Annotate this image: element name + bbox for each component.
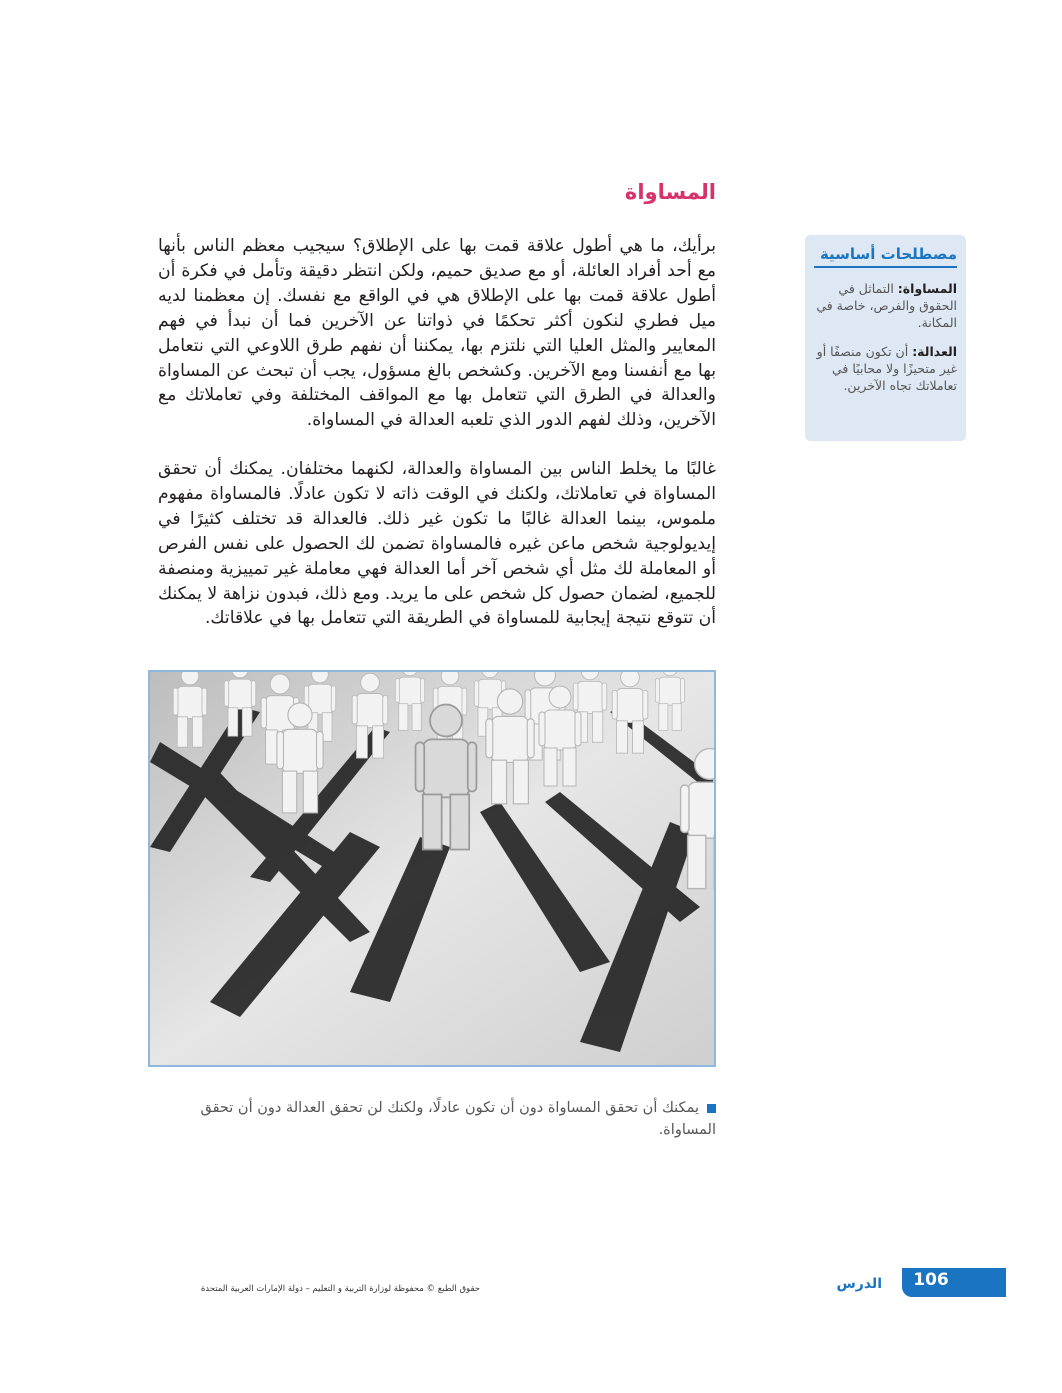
paper-figures-image: [150, 672, 714, 1065]
caption-text: يمكنك أن تحقق المساواة دون أن تكون عادلًا، ولكنك لن تحقق العدالة دون أن تحقق المساواة.: [200, 1100, 716, 1138]
key-terms-title: مصطلحات أساسية: [814, 245, 957, 268]
term-label: العدالة:: [912, 344, 957, 359]
glossary-term-equality: [814, 280, 957, 331]
copyright-notice: حقوق الطبع © محفوظة لوزارة التربية و التعليم – دولة الإمارات العربية المتحدة: [200, 1284, 480, 1294]
page-number: 106: [913, 1270, 949, 1290]
lesson-label: الدرس: [836, 1276, 882, 1292]
figure-caption: [170, 1097, 716, 1141]
term-label: المساواة:: [897, 281, 957, 296]
body-paragraph-2: غالبًا ما يخلط الناس بين المساواة والعدالة، لكنهما مختلفان. يمكنك أن تحقق المساواة في تعاملاتك، ولكنك في الوقت ذاته لا تكون عادلًا. فالمساواة مفهوم ملموس، بينما العدالة غالبًا ما تكون غير ذلك. فالعدالة قد تختلف كثيرًا في إيديولوجية شخص ماعن غيره فالمساواة تضمن لك الحصول على نفس الفرص أو المعاملة لك مثل أي شخص آخر أما العدالة فهي معاملة غير تمييزية ومنصفة للجميع، لضمان حصول كل شخص على ما يريد. ومع ذلك، فبدون نزاهة لا يمكنك أن تتوقع نتيجة إيجابية للمساواة في الطريقة التي تتعامل بها في علاقاتك.: [158, 459, 716, 629]
glossary-term-justice: [814, 343, 957, 394]
key-terms-box: [805, 235, 966, 441]
paper-people-illustration: [148, 670, 716, 1067]
section-title: المساواة: [624, 180, 716, 204]
term-definition: أن تكون منصفًا أو غير متحيزًا ولا محابيًا في تعاملاتك تجاه الآخرين.: [816, 344, 957, 393]
body-paragraph-1: برأيك، ما هي أطول علاقة قمت بها على الإطلاق؟ سيجيب معظم الناس بأنها مع أحد أفراد العائلة، أو مع صديق حميم، ولكن انتظر دقيقة وتأمل في فكرة أن أطول علاقة قمت بها على الإطلاق هي في الواقع مع نفسك. إن معظمنا لديه ميل فطري لنكون أكثر تحكمًا في ذواتنا عن الآخرين فما أن نبدأ في فهم المعايير والمثل العليا التي نلتزم بها، يمكننا أن نفهم طرق اللاوعي التي نتعامل بها مع أنفسنا ومع الآخرين. وكشخص بالغ مسؤول، يجب أن تبحث عن المساواة والعدالة في الطرق التي تتعامل بها مع المواقف المختلفة وفي تعاملاتك مع الآخرين، وذلك لفهم الدور الذي تلعبه العدالة في المساواة.: [158, 236, 716, 431]
caption-bullet-icon: [707, 1104, 716, 1113]
term-definition: التماثل في الحقوق والفرص، خاصة في المكانة.: [816, 281, 957, 330]
